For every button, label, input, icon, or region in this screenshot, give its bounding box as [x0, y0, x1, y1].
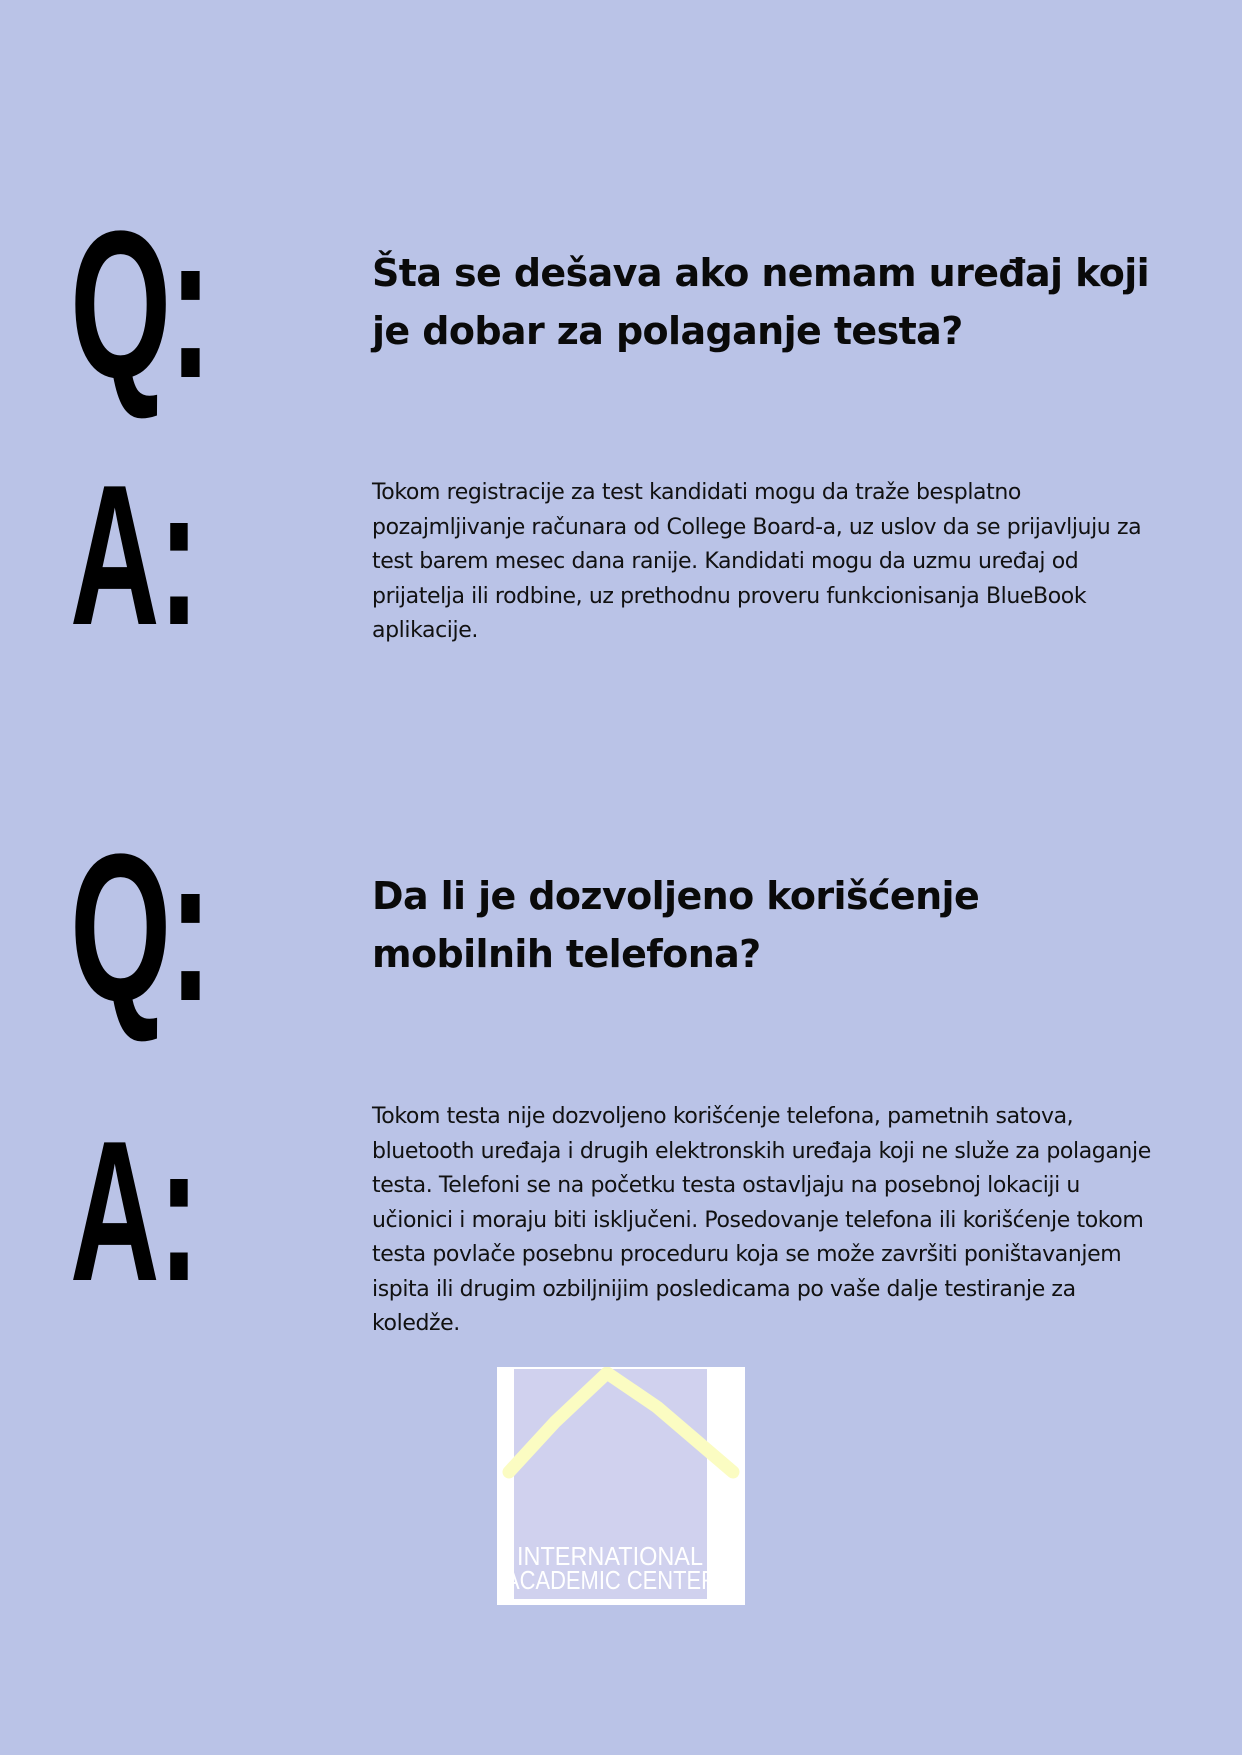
answer-marker: A: [70, 444, 199, 667]
international-academic-center-logo [497, 1367, 745, 1605]
question-heading: Šta se dešava ako nemam uređaj koji je dobar za polaganje testa? [372, 251, 1150, 353]
answer-marker: A: [70, 1100, 199, 1323]
logo-line-2: ACADEMIC CENTER [505, 1565, 717, 1595]
question-marker: Q: [70, 810, 210, 1045]
logo-line-1: INTERNATIONAL [517, 1541, 703, 1571]
answer-text: Tokom testa nije dozvoljeno korišćenje telefona, pametnih satova, bluetooth uređaja i drugih elektronskih uređaja koji ne služe za polaganje testa. Telefoni se na početku testa ostavljaju na posebnoj lokaciji u učionici i moraju biti isključeni. Posedovanje telefona ili korišćenje tokom testa povlače posebnu proceduru koja se može završiti poništavanjem ispita ili drugim ozbiljnijim posledicama po vaše dalje testiranje za koledže. [372, 1104, 1151, 1336]
question-heading: Da li je dozvoljeno korišćenje mobilnih telefona? [372, 874, 980, 976]
answer-text: Tokom registracije za test kandidati mogu da traže besplatno pozajmljivanje računara od College Board-a, uz uslov da se prijavljuju za test barem mesec dana ranije. Kandidati mogu da uzmu uređaj od prijatelja ili rodbine, uz prethodnu proveru funkcionisanja BlueBook aplikacije. [372, 480, 1142, 643]
question-marker: Q: [70, 187, 210, 422]
